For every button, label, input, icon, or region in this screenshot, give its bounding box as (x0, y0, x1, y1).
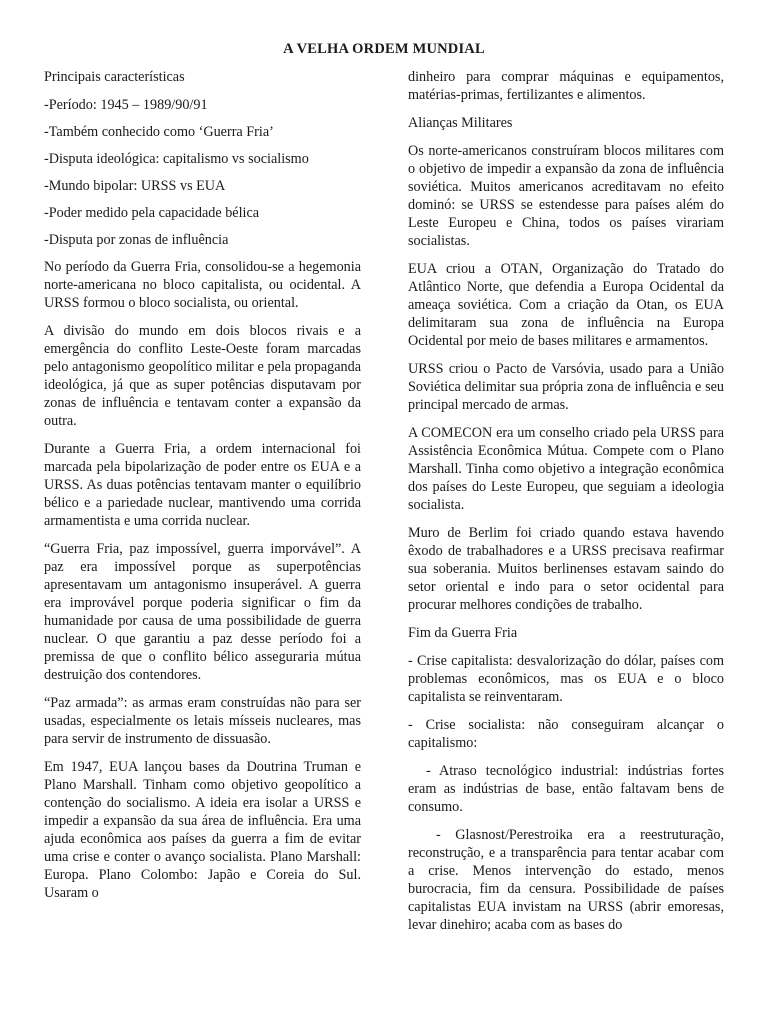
paragraph: - Glasnost/Perestroika era a reestruturação, reconstrução, e a transparência para tentar acabar com a crise. Menos intervenção do estado, menos burocracia, fim da censura. Possibilidade de países capitalistas EUA invistam na URSS (abrir emoresas, levar dinehiro; acaba com as bases do (408, 827, 724, 933)
paragraph: A COMECON era um conselho criado pela URSS para Assistência Econômica Mútua. Compete com o Plano Marshall. Tinha como objetivo a integração econômica dos países do Leste Europeu, que seguiam a ideologia socialista. (408, 425, 724, 513)
paragraph: Muro de Berlim foi criado quando estava havendo êxodo de trabalhadores e a URSS precisava reafirmar sua soberania. Muitos berlinenses estavam saindo do setor oriental e indo para o setor ocidental para procurar melhores condições de trabalho. (408, 525, 724, 613)
paragraph: Em 1947, EUA lançou bases da Doutrina Truman e Plano Marshall. Tinham como objetivo geopolítico a contenção do socialismo. A ideia era isolar a URSS e impedir a expansão da sua área de influência. Era uma ajuda econômica aos países da guerra a fim de evitar uma crise e conter o avanço socialista. Plano Marshall: Europa. Plano Colombo: Japão e Coreia do Sul. Usaram o (44, 759, 361, 901)
paragraph: No período da Guerra Fria, consolidou-se a hegemonia norte-americana no bloco capitalista, ou ocidental. A URSS formou o bloco socialista, ou oriental. (44, 259, 361, 311)
paragraph: “Guerra Fria, paz impossível, guerra imporvável”. A paz era impossível porque as superpotências apresentavam um antagonismo insuperável. A guerra era improvável porque poderia significar o fim da humanidade por causa de uma possibilidade de guerra nuclear. O que garantiu a paz desse período foi a premissa de que o conflito bélico asseguraria mútua destruição dos contendores. (44, 541, 361, 683)
paragraph: - Atraso tecnológico industrial: indústrias fortes eram as indústrias de base, então faltavam bens de consumo. (408, 763, 724, 815)
paragraph: A divisão do mundo em dois blocos rivais e a emergência do conflito Leste-Oeste foram marcadas pelo antagonismo geopolítico militar e pela propaganda ideológica, já que as super potências disputavam por zonas de influência e tentavam conter a expansão da outra. (44, 323, 361, 429)
paragraph: dinheiro para comprar máquinas e equipamentos, matérias-primas, fertilizantes e alimentos. (408, 69, 724, 103)
paragraph: URSS criou o Pacto de Varsóvia, usado para a União Soviética delimitar sua própria zona de influência e seu principal mercado de armas. (408, 361, 724, 413)
bullet-item: -Período: 1945 – 1989/90/91 (44, 97, 208, 113)
bullet-item: -Também conhecido como ‘Guerra Fria’ (44, 124, 274, 140)
section-heading: Fim da Guerra Fria (408, 625, 518, 641)
section-heading: Principais características (44, 69, 185, 85)
paragraph: EUA criou a OTAN, Organização do Tratado do Atlântico Norte, que defendia a Europa Ocidental da ameaça soviética. Com a criação da Otan, os EUA delimitaram sua zona de influência na Europa Ocidental por meio de bases militares e armamentos. (408, 261, 724, 349)
paragraph: “Paz armada”: as armas eram construídas não para ser usadas, especialmente os letais mísseis nucleares, mas para servir de instrumento de dissuasão. (44, 695, 361, 747)
paragraph: - Crise socialista: não conseguiram alcançar o capitalismo: (408, 717, 724, 751)
bullet-item: -Disputa ideológica: capitalismo vs socialismo (44, 151, 309, 167)
page-title: A VELHA ORDEM MUNDIAL (283, 41, 485, 57)
section-heading: Alianças Militares (408, 115, 513, 131)
paragraph: Durante a Guerra Fria, a ordem internacional foi marcada pela bipolarização de poder entre os EUA e a URSS. As duas potências tentavam manter o equilíbrio bélico e a pariedade nuclear, mantivendo uma corrida armamentista e uma corrida nuclear. (44, 441, 361, 529)
bullet-item: -Mundo bipolar: URSS vs EUA (44, 178, 226, 194)
bullet-item: -Disputa por zonas de influência (44, 232, 229, 248)
paragraph: - Crise capitalista: desvalorização do dólar, países com problemas econômicos, mas os EUA e o bloco capitalista se reinventaram. (408, 653, 724, 705)
left-column (44, 68, 361, 912)
paragraph: Os norte-americanos construíram blocos militares com o objetivo de impedir a expansão da zona de influência soviética. Muitos americanos acreditavam no efeito dominó: se URSS se estendesse para países além do Leste Europeu e China, todos os países virariam socialistas. (408, 143, 724, 249)
right-column (408, 68, 724, 944)
bullet-item: -Poder medido pela capacidade bélica (44, 205, 260, 221)
